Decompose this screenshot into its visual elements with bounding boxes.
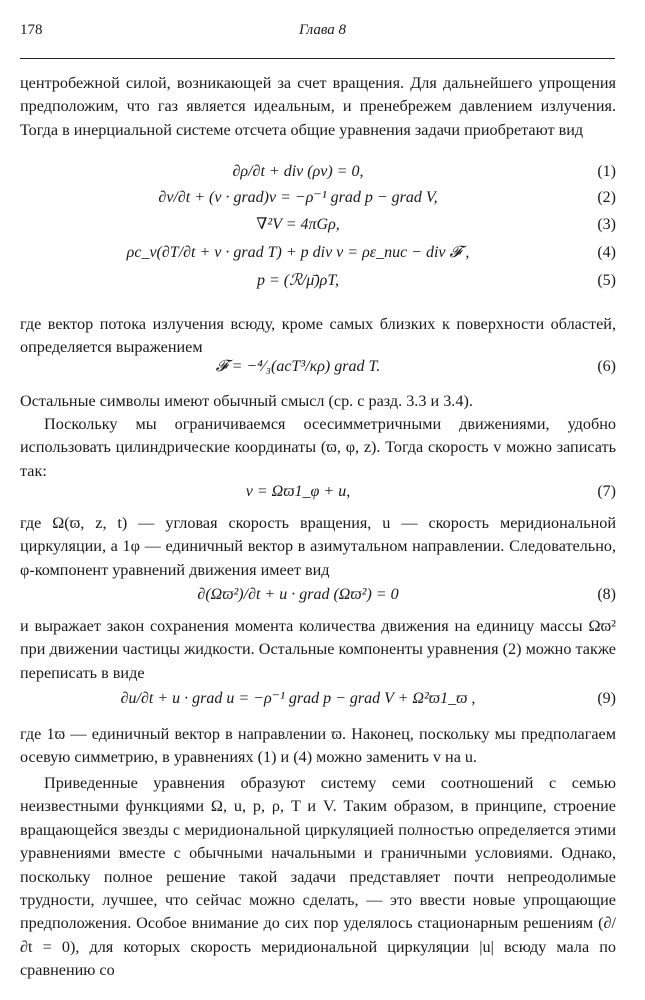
header-rule bbox=[20, 58, 615, 59]
equation-expression: p = (ℛ/μ̄)ρT, bbox=[256, 272, 340, 289]
equation-number: (1) bbox=[597, 163, 616, 180]
equation-1 bbox=[20, 160, 616, 184]
equation-9 bbox=[20, 687, 616, 711]
equation-number: (9) bbox=[597, 690, 616, 707]
equation-number: (3) bbox=[597, 216, 616, 233]
equation-expression: 𝓕 = −⁴⁄₃(acT³/κρ) grad T. bbox=[215, 358, 381, 375]
equation-number: (6) bbox=[597, 358, 616, 375]
equation-number: (4) bbox=[597, 244, 616, 261]
paragraph: где вектор потока излучения всюду, кроме самых близких к поверхности областей, определяется выражением bbox=[20, 315, 616, 357]
equation-expression: ∂u/∂t + u · grad u = −ρ⁻¹ grad p − grad V + Ω²ϖ1_ϖ , bbox=[120, 690, 476, 707]
equation-5 bbox=[20, 269, 616, 293]
paragraph: центробежной силой, возникающей за счет вращения. Для дальнейшего упрощения предположим, что газ является идеальным, и пренебрежем давлением излучения. Тогда в инерциальной системе отсчета общие уравнения задачи приобретают вид bbox=[20, 74, 616, 139]
equation-6 bbox=[20, 355, 616, 379]
paragraph: и выражает закон сохранения момента количества движения на единицу массы Ωϖ² при движении частицы жидкости. Остальные компоненты уравнения (2) можно также переписать в виде bbox=[20, 617, 616, 682]
equation-4 bbox=[20, 241, 616, 265]
equation-number: (2) bbox=[597, 189, 616, 206]
equation-expression: ∂ρ/∂t + div (ρv) = 0, bbox=[232, 163, 364, 180]
equation-number: (7) bbox=[597, 483, 616, 500]
equation-3 bbox=[20, 213, 616, 237]
equation-2 bbox=[20, 186, 616, 210]
running-head: Глава 8 bbox=[298, 22, 347, 38]
equation-expression: v = Ωϖ1_φ + u, bbox=[245, 483, 351, 500]
equation-8 bbox=[20, 583, 616, 607]
paragraph: Приведенные уравнения образуют систему семи соотношений с семью неизвестными функциями Ω, u, p, ρ, T и V. Таким образом, в принципе, строение вращающейся звезды с меридиональной циркуляцией полностью определяется этими уравнениями вместе с обычными начальными и граничными условиями. Однако, поскольку полное решение такой задачи представляет почти непреодолимые трудности, лучшее, что сейчас можно сделать, — это ввести новые упрощающие предположения. Особое внимание до сих пор уделялось стационарным решениям (∂/∂t = 0), для которых скорость меридиональной циркуляции |u| всюду мала по сравнению со bbox=[20, 774, 616, 980]
equation-number: (8) bbox=[597, 586, 616, 603]
equation-number: (5) bbox=[597, 272, 616, 289]
equation-expression: ∇²V = 4πGρ, bbox=[256, 216, 340, 233]
equation-expression: ∂v/∂t + (v · grad)v = −ρ⁻¹ grad p − grad V, bbox=[158, 189, 438, 206]
equation-expression: ∂(Ωϖ²)/∂t + u · grad (Ωϖ²) = 0 bbox=[197, 586, 399, 603]
paragraph: где Ω(ϖ, z, t) — угловая скорость вращения, u — скорость меридиональной циркуляции, а 1φ — единичный вектор в азимутальном направлении. Следовательно, φ-компонент уравнений движения имеет вид bbox=[20, 514, 616, 579]
equation-7 bbox=[20, 480, 616, 504]
paragraph: Поскольку мы ограничиваемся осесимметричными движениями, удобно использовать цилиндрические координаты (ϖ, φ, z). Тогда скорость v можно записать так: bbox=[20, 415, 616, 480]
equation-expression: ρc_v(∂T/∂t + v · grad T) + p div v = ρε_nuc − div 𝓕 , bbox=[126, 244, 470, 261]
paragraph: где 1ϖ — единичный вектор в направлении ϖ. Наконец, поскольку мы предполагаем осевую симметрию, в уравнениях (1) и (4) можно заменить v на u. bbox=[20, 725, 616, 767]
page-number: 178 bbox=[20, 22, 43, 38]
paragraph: Остальные символы имеют обычный смысл (ср. с разд. 3.3 и 3.4). bbox=[20, 392, 473, 410]
